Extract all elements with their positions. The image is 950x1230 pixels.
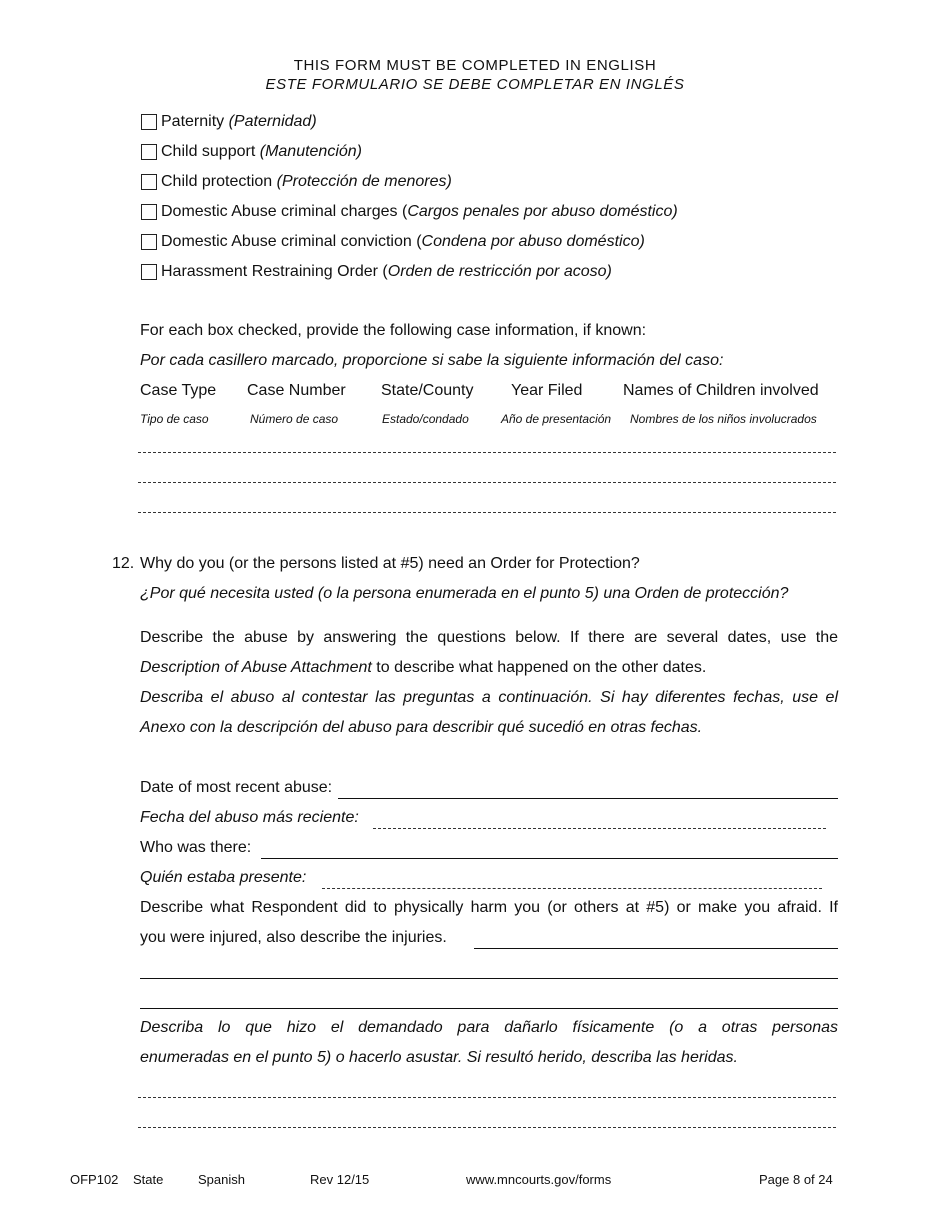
describe-es-line-1: Describa el abuso al contestar las preguntas a continuación. Si hay diferentes fechas, use el: [140, 689, 838, 706]
question-number: 12.: [112, 555, 135, 572]
case-info-line-2[interactable]: [138, 482, 836, 483]
describe-en-line-2: [140, 659, 706, 677]
attachment-name: Description of Abuse Attachment: [140, 659, 372, 676]
header-spanish: ESTE FORMULARIO SE DEBE COMPLETAR EN INGLÉS: [265, 76, 685, 93]
date-label-es: Fecha del abuso más reciente:: [140, 809, 359, 826]
harm-es-line-1: Describa lo que hizo el demandado para dañarlo físicamente (o a otras personas: [140, 1019, 838, 1036]
footer-language: Spanish: [198, 1172, 245, 1187]
column-header-case-type: Case Type: [140, 382, 217, 399]
checkbox-row-da-charges[interactable]: [141, 201, 678, 223]
case-info-line-1[interactable]: [138, 452, 836, 453]
checkbox-row-child-support[interactable]: [141, 141, 362, 163]
harm-en-line-1: Describe what Respondent did to physically harm you (or others at #5) or make you afraid. If: [140, 899, 838, 916]
harm-input-line-3[interactable]: [140, 1008, 838, 1009]
checkbox-row-harassment[interactable]: [141, 261, 612, 283]
checkbox-harassment[interactable]: [141, 264, 157, 280]
checkbox-label-en: Child support: [161, 143, 256, 160]
checkbox-label-en: Domestic Abuse criminal conviction (: [161, 233, 422, 250]
checkbox-label-es: Cargos penales por abuso doméstico): [407, 203, 678, 220]
checkbox-label-es: Condena por abuso doméstico): [421, 233, 645, 250]
column-subheader-case-type: Tipo de caso: [140, 412, 209, 426]
header-english: THIS FORM MUST BE COMPLETED IN ENGLISH: [293, 57, 657, 74]
harm-es-line-2: enumeradas en el punto 5) o hacerlo asustar. Si resultó herido, describa las heridas.: [140, 1049, 738, 1066]
checkbox-label-es: (Paternidad): [228, 113, 317, 130]
question-12-title-en: Why do you (or the persons listed at #5) need an Order for Protection?: [140, 555, 640, 572]
harm-es-input-line-2[interactable]: [138, 1127, 836, 1128]
case-info-instruction-en: For each box checked, provide the following case information, if known:: [140, 322, 647, 339]
date-input-line-es[interactable]: [373, 828, 826, 829]
checkbox-label-es: (Protección de menores): [276, 173, 452, 190]
case-info-instruction-es: Por cada casillero marcado, proporcione si sabe la siguiente información del caso:: [140, 352, 724, 369]
date-input-line[interactable]: [338, 798, 838, 799]
checkbox-row-child-protection[interactable]: [141, 171, 452, 193]
checkbox-child-protection[interactable]: [141, 174, 157, 190]
checkbox-label-en: Domestic Abuse criminal charges (: [161, 203, 408, 220]
harm-en-line-2: you were injured, also describe the injuries.: [140, 929, 447, 946]
question-12-title-es: ¿Por qué necesita usted (o la persona enumerada en el punto 5) una Orden de protección?: [140, 585, 789, 602]
column-subheader-children: Nombres de los niños involucrados: [630, 412, 817, 426]
column-header-year-filed: Year Filed: [511, 382, 583, 399]
checkbox-label-en: Paternity: [161, 113, 225, 130]
checkbox-label-en: Child protection: [161, 173, 273, 190]
who-input-line-es[interactable]: [322, 888, 822, 889]
column-subheader-case-number: Número de caso: [250, 412, 339, 426]
harm-es-input-line-1[interactable]: [138, 1097, 836, 1098]
who-label-es: Quién estaba presente:: [140, 869, 307, 886]
case-info-line-3[interactable]: [138, 512, 836, 513]
describe-en-line-2-rest: to describe what happened on the other dates.: [371, 659, 707, 676]
column-header-case-number: Case Number: [247, 382, 346, 399]
checkbox-paternity[interactable]: [141, 114, 157, 130]
checkbox-child-support[interactable]: [141, 144, 157, 160]
describe-es-line-2: Anexo con la descripción del abuso para describir qué sucedió en otras fechas.: [140, 719, 703, 736]
footer-form-id: OFP102: [70, 1172, 119, 1187]
column-header-state-county: State/County: [381, 382, 474, 399]
column-header-children: Names of Children involved: [623, 382, 819, 399]
harm-input-line-2[interactable]: [140, 978, 838, 979]
footer-url[interactable]: www.mncourts.gov/forms: [466, 1172, 612, 1187]
column-subheader-state-county: Estado/condado: [382, 412, 469, 426]
date-label-en: Date of most recent abuse:: [140, 779, 333, 796]
column-subheader-year-filed: Año de presentación: [501, 412, 612, 426]
footer-revision: Rev 12/15: [310, 1172, 370, 1187]
checkbox-label-es: (Manutención): [259, 143, 363, 160]
footer-state: State: [133, 1172, 164, 1187]
who-label-en: Who was there:: [140, 839, 252, 856]
harm-input-line-1[interactable]: [474, 948, 838, 949]
checkbox-label-es: Orden de restricción por acoso): [387, 263, 612, 280]
checkbox-da-charges[interactable]: [141, 204, 157, 220]
who-input-line[interactable]: [261, 858, 838, 859]
checkbox-label-en: Harassment Restraining Order (: [161, 263, 388, 280]
checkbox-row-paternity[interactable]: [141, 111, 317, 133]
footer-page-number: Page 8 of 24: [759, 1172, 833, 1187]
checkbox-da-conviction[interactable]: [141, 234, 157, 250]
checkbox-row-da-conviction[interactable]: [141, 231, 645, 253]
describe-en-line-1: Describe the abuse by answering the questions below. If there are several dates, use the: [140, 629, 838, 646]
